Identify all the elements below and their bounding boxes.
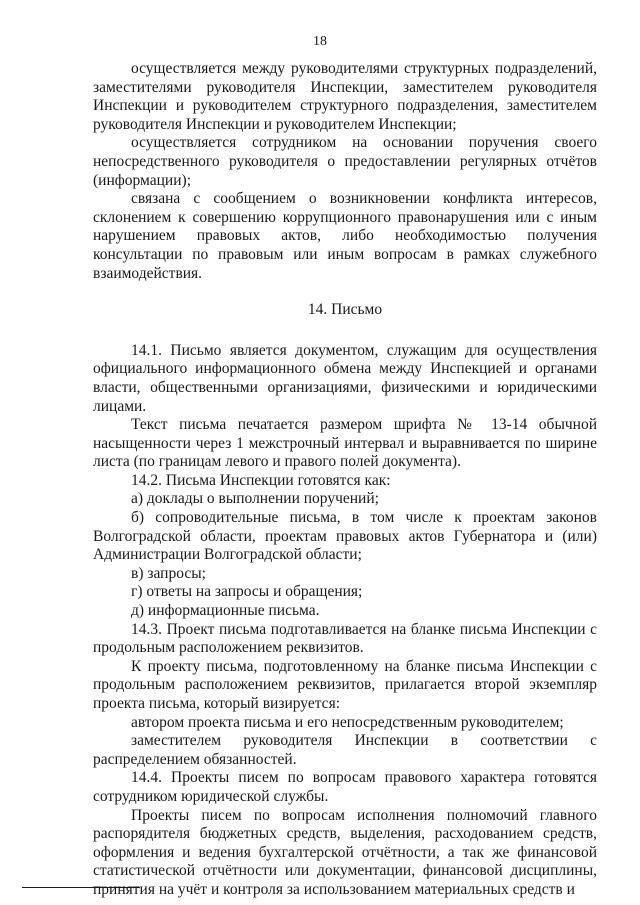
list-item: б) сопроводительные письма, в том числе к проектам законов Волгоградской области, проектам правовых актов Губернатора и (или) Администрации Волгоградской области;	[93, 509, 597, 564]
list-item: г) ответы на запросы и обращения;	[131, 583, 363, 601]
list-item: а) доклады о выполнении поручений;	[131, 490, 379, 508]
paragraph: осуществляется сотрудником на основании поручения своего непосредственного руководителя о предоставлении регулярных отчётов (информации);	[93, 134, 597, 189]
list-item: в) запросы;	[131, 564, 206, 582]
paragraph: 14.4. Проекты писем по вопросам правового характера готовятся сотрудником юридической службы.	[93, 769, 597, 805]
page-number: 18	[313, 34, 327, 49]
paragraph: Проекты писем по вопросам исполнения полномочий главного распорядителя бюджетных средств, выделения, расходованием средств, оформления и ведения бухгалтерской отчётности, а так же финансовой статистической отчётности или документации, финансовой дисциплины, принятия на учёт и контроля за использованием материальных средств и	[93, 806, 597, 898]
list-item: д) информационные письма.	[131, 602, 320, 620]
paragraph: осуществляется между руководителями структурных подразделений, заместителями руководителя Инспекции, заместителем руководителя Инспекции и руководителем структурного подразделения, заместителем руководителя Инспекции и руководителем Инспекции;	[93, 60, 597, 133]
section-heading: 14. Письмо	[307, 301, 383, 319]
paragraph: автором проекта письма и его непосредственным руководителем;	[131, 713, 564, 731]
paragraph: Текст письма печатается размером шрифта № 13-14 обычной насыщенности через 1 межстрочный интервал и выравнивается по ширине листа (по границам левого и правого полей документа).	[93, 416, 597, 471]
paragraph: 14.3. Проект письма подготавливается на бланке письма Инспекции с продольным расположением реквизитов.	[93, 620, 597, 657]
paragraph: заместителем руководителя Инспекции в соответствии с распределением обязанностей.	[93, 732, 597, 768]
paragraph: К проекту письма, подготовленному на бланке письма Инспекции с продольным расположением реквизитов, прилагается второй экземпляр проекта письма, который визируется:	[93, 657, 597, 712]
document-body	[93, 60, 597, 900]
paragraph: 14.2. Письма Инспекции готовятся как:	[131, 471, 391, 489]
footnote-divider	[22, 887, 140, 888]
paragraph: связана с сообщением о возникновении конфликта интересов, склонением к совершению коррупционного правонарушения или с иным нарушением правовых актов, либо необходимостью получения консультации по правовым или иным вопросам в рамках служебного взаимодействия.	[93, 190, 597, 282]
paragraph: 14.1. Письмо является документом, служащим для осуществления официального информационного обмена между Инспекцией и органами власти, общественными организациями, физическими и юридическими лицами.	[93, 341, 597, 415]
